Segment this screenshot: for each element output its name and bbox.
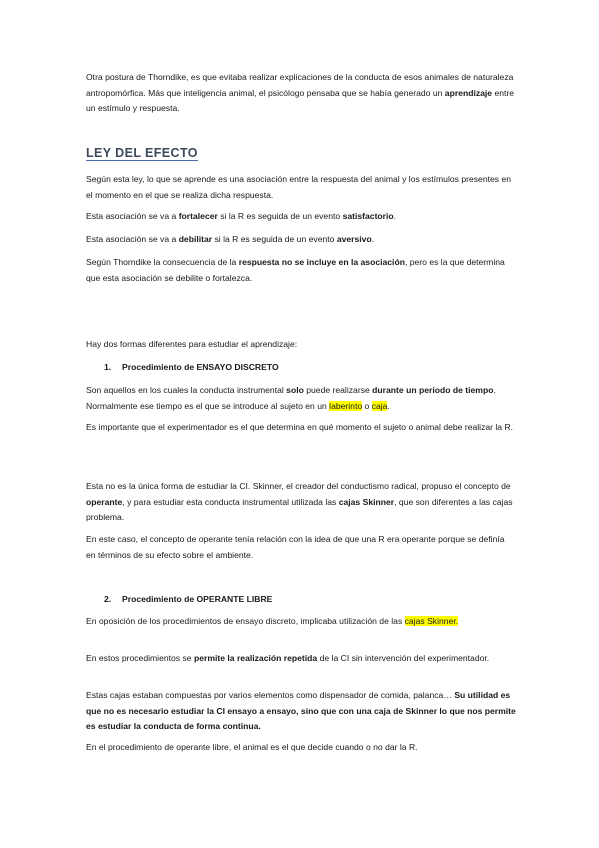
proc1-paragraph-1 (86, 383, 516, 414)
proc2-paragraph-2 (86, 651, 516, 667)
ley-paragraph-1: Según esta ley, lo que se aprende es una asociación entre la respuesta del animal y los estímulos presentes en el momento en el que se realiza dicha respuesta. (86, 174, 512, 200)
bold-text: durante un periodo de tiempo (372, 385, 494, 395)
bold-text: debilitar (178, 234, 213, 244)
ley-paragraph-3 (86, 232, 516, 248)
text: Otra postura de Thorndike, es que evitaba realizar explicaciones de la conducta de esos animales de naturaleza antropomórfica. Más que inteligencia animal, el psicólogo pensaba que se había generado un (86, 72, 514, 98)
text: En estos procedimientos se (86, 653, 194, 663)
list-title: Procedimiento de ENSAYO DISCRETO (122, 362, 279, 372)
skinner-paragraph-1 (86, 479, 516, 526)
proc2-paragraph-3 (86, 688, 516, 735)
text: . (387, 400, 390, 411)
list-title: Procedimiento de OPERANTE LIBRE (122, 594, 273, 604)
section-heading: LEY DEL EFECTO (86, 146, 198, 160)
highlighted-text: caja (371, 400, 388, 411)
bold-text: operante (86, 496, 123, 507)
text: Esta no es la única forma de estudiar la CI. Skinner, el creador del conductismo radical, propuso el concepto de (86, 481, 511, 491)
highlighted-text: cajas Skinner. (404, 616, 459, 626)
text: de la CI sin intervención del experimentador. (317, 653, 490, 663)
proc2-paragraph-1 (86, 614, 516, 630)
text: Esta asociación se va a (86, 211, 179, 221)
bold-text: satisfactorio (342, 211, 394, 221)
bold-text: cajas Skinner (338, 496, 395, 507)
list-number: 1. (104, 362, 112, 372)
bold-text: respuesta no se incluye en la asociación (238, 257, 405, 267)
ley-paragraph-4 (86, 255, 516, 286)
intro-paragraph (86, 70, 516, 117)
bold-text: aprendizaje (444, 87, 493, 98)
bold-text: solo (286, 385, 304, 395)
bold-text: aversivo (336, 234, 372, 244)
list-item-heading-2 (104, 592, 272, 607)
text: . (371, 234, 375, 244)
text: puede realizarse (303, 385, 373, 395)
text: . Normalmente ese tiempo es el que se introduce al sujeto en un (86, 385, 496, 411)
proc2-paragraph-4: En el procedimiento de operante libre, el animal es el que decide cuando o no dar la R. (86, 742, 418, 752)
formas-paragraph: Hay dos formas diferentes para estudiar el aprendizaje: (86, 339, 298, 349)
text: , pero es la que determina que esta asociación se debilite o fortalezca. (86, 257, 505, 283)
text: Son aquellos en los cuales la conducta instrumental (86, 385, 287, 395)
text: o (362, 400, 372, 411)
list-number: 2. (104, 594, 112, 604)
highlighted-text: laberinto (329, 400, 363, 411)
text: En oposición de los procedimientos de ensayo discreto, implicaba utilización de las (86, 616, 405, 626)
text: entre un estímulo y respuesta. (86, 87, 515, 113)
text: si la R es seguida de un evento (217, 211, 343, 221)
list-item-heading-1 (104, 360, 279, 375)
ley-paragraph-2 (86, 209, 516, 225)
text: , que son diferentes a las cajas problema. (86, 496, 513, 522)
text: , y para estudiar esta conducta instrumental utilizada las (122, 496, 339, 507)
text: Estas cajas estaban compuestas por varios elementos como dispensador de comida, palanca… (86, 690, 455, 700)
skinner-paragraph-2: En este caso, el concepto de operante tenía relación con la idea de que una R era operante porque se definía en términos de su efecto sobre el ambiente. (86, 534, 505, 560)
bold-text: permite la realización repetida (193, 653, 318, 663)
text: Esta asociación se va a (86, 234, 179, 244)
bold-text: Su utilidad es que no es necesario estudiar la CI ensayo a ensayo, sino que con una caja de Skinner lo que nos permite es estudiar la conducta de forma continua. (86, 690, 516, 731)
proc1-paragraph-2: Es importante que el experimentador es el que determina en qué momento el sujeto o animal debe realizar la R. (86, 422, 514, 432)
bold-text: fortalecer (178, 211, 218, 221)
text: Según Thorndike la consecuencia de la (86, 257, 239, 267)
text: si la R es seguida de un evento (212, 234, 337, 244)
text: . (393, 211, 397, 221)
